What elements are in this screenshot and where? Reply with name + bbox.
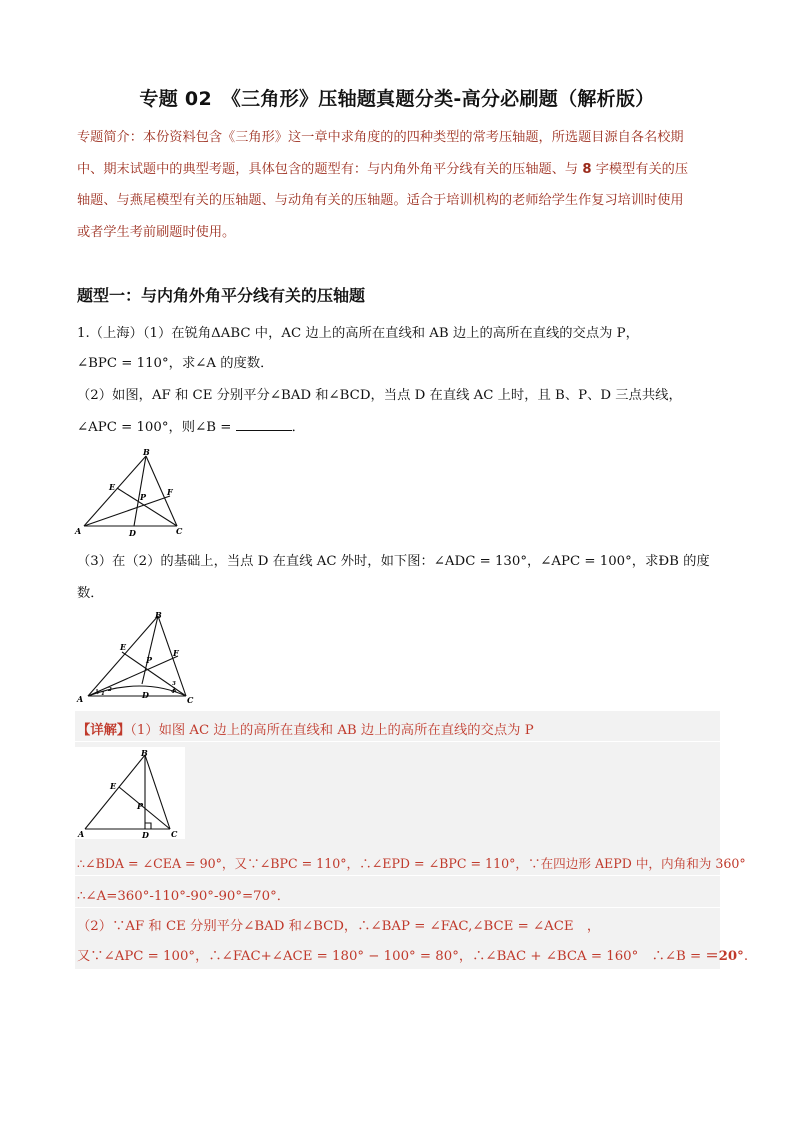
solution-line-2: ∴∠BDA = ∠CEA = 90°，又∵∠BPC = 110°，∴∠EPD = ∠BPC = 110°，∵在四边形 AEPD 中，内角和为 360° bbox=[77, 856, 746, 871]
label-a: A bbox=[77, 694, 84, 704]
intro-text: 中、期末试题中的典型考题，具体包含的题型有：与内角外角平分线有关的压轴题、与 bbox=[77, 161, 583, 177]
label-d: D bbox=[142, 690, 149, 700]
intro-paragraph bbox=[77, 122, 722, 248]
problem-1-part-2-line-1: （2）如图，AF 和 CE 分别平分∠BAD 和∠BCD，当点 D 在直线 AC 上时，且 B、P、D 三点共线， bbox=[77, 388, 682, 403]
solution-line-1 bbox=[77, 719, 534, 738]
label-e: E bbox=[109, 482, 116, 492]
angle-label-2: 2 bbox=[108, 687, 112, 693]
intro-bold-number: 8 bbox=[582, 161, 592, 177]
intro-line-2 bbox=[77, 154, 722, 186]
label-p: P bbox=[140, 492, 147, 502]
angle-label-3: 3 bbox=[172, 681, 176, 687]
solution-answer: ＝20° bbox=[705, 949, 744, 964]
solution-tag: 【详解】 bbox=[77, 723, 131, 738]
label-a: A bbox=[78, 829, 85, 839]
problem-1-part-3-line-2: 数． bbox=[77, 586, 104, 601]
label-f: F bbox=[173, 648, 179, 658]
section-heading: 题型一：与内角外角平分线有关的压轴题 bbox=[77, 286, 366, 305]
label-a: A bbox=[75, 526, 82, 536]
label-b: B bbox=[155, 610, 162, 620]
problem-1-part-2-line-2 bbox=[77, 416, 305, 435]
label-c: C bbox=[176, 526, 183, 536]
solution-text: . bbox=[743, 949, 749, 964]
divider bbox=[75, 741, 720, 742]
solution-text: ∵AF 和 CE 分别平分∠BAD 和∠BCD，∴∠BAP = ∠FAC,∠BCE = ∠ACE ， bbox=[112, 919, 601, 934]
label-c: C bbox=[187, 695, 194, 705]
page-title: 专题 02 《三角形》压轴题真题分类-高分必刷题（解析版） bbox=[139, 88, 655, 110]
answer-blank bbox=[236, 418, 292, 431]
label-b: B bbox=[141, 748, 148, 758]
label-b: B bbox=[143, 447, 150, 457]
label-p: P bbox=[137, 801, 144, 811]
question-text: ∠APC = 100°，则∠B = bbox=[77, 420, 236, 435]
problem-1-part-1-line-2: ∠BPC = 110°，求∠A 的度数． bbox=[77, 356, 274, 371]
question-text: ． bbox=[291, 420, 305, 435]
solution-text: （2） bbox=[77, 919, 113, 934]
intro-line-4: 或者学生考前刷题时使用。 bbox=[77, 224, 236, 240]
label-p: P bbox=[146, 655, 153, 665]
label-f: F bbox=[167, 487, 173, 497]
problem-1-part-1-line-1: 1.（上海）（1）在锐角ΔABC 中，AC 边上的高所在直线和 AB 边上的高所在直线的交点为 P， bbox=[77, 326, 639, 341]
label-e: E bbox=[110, 781, 117, 791]
altitude-figure bbox=[75, 747, 185, 839]
solution-line-5 bbox=[77, 945, 748, 964]
solution-text: 又∵∠APC = 100°，∴∠FAC+∠ACE = 180° − 100° = 80°，∴∠BAC + ∠BCA = 160° ∴∠B = bbox=[77, 949, 706, 964]
intro-line-3: 轴题、与燕尾模型有关的压轴题、与动角有关的压轴题。适合于培训机构的老师给学生作复习培训时使用 bbox=[77, 193, 684, 208]
solution-line-3: ∴∠A=360°-110°-90°-90°=70°． bbox=[77, 889, 291, 904]
intro-line-1: 专题简介：本份资料包含《三角形》这一章中求角度的的四种类型的常考压轴题，所选题目源自各名校期 bbox=[77, 130, 684, 145]
angle-label-4: 4 bbox=[171, 689, 175, 695]
label-d: D bbox=[129, 528, 136, 538]
label-c: C bbox=[171, 829, 178, 839]
triangle-figure-1 bbox=[72, 446, 192, 538]
solution-line-4 bbox=[77, 915, 600, 934]
angle-label-1: 1 bbox=[101, 691, 105, 697]
divider bbox=[75, 907, 720, 908]
intro-text: 字模型有关的压 bbox=[591, 161, 689, 177]
label-e: E bbox=[120, 642, 127, 652]
triangle-figure-2 bbox=[72, 608, 202, 706]
solution-block bbox=[75, 711, 749, 969]
label-d: D bbox=[142, 830, 149, 839]
problem-1-part-3-line-1: （3）在（2）的基础上，当点 D 在直线 AC 外时，如下图：∠ADC = 130°，∠APC = 100°，求ÐB 的度 bbox=[77, 554, 710, 569]
divider bbox=[75, 875, 720, 876]
solution-text: （1）如图 AC 边上的高所在直线和 AB 边上的高所在直线的交点为 P bbox=[130, 723, 534, 738]
